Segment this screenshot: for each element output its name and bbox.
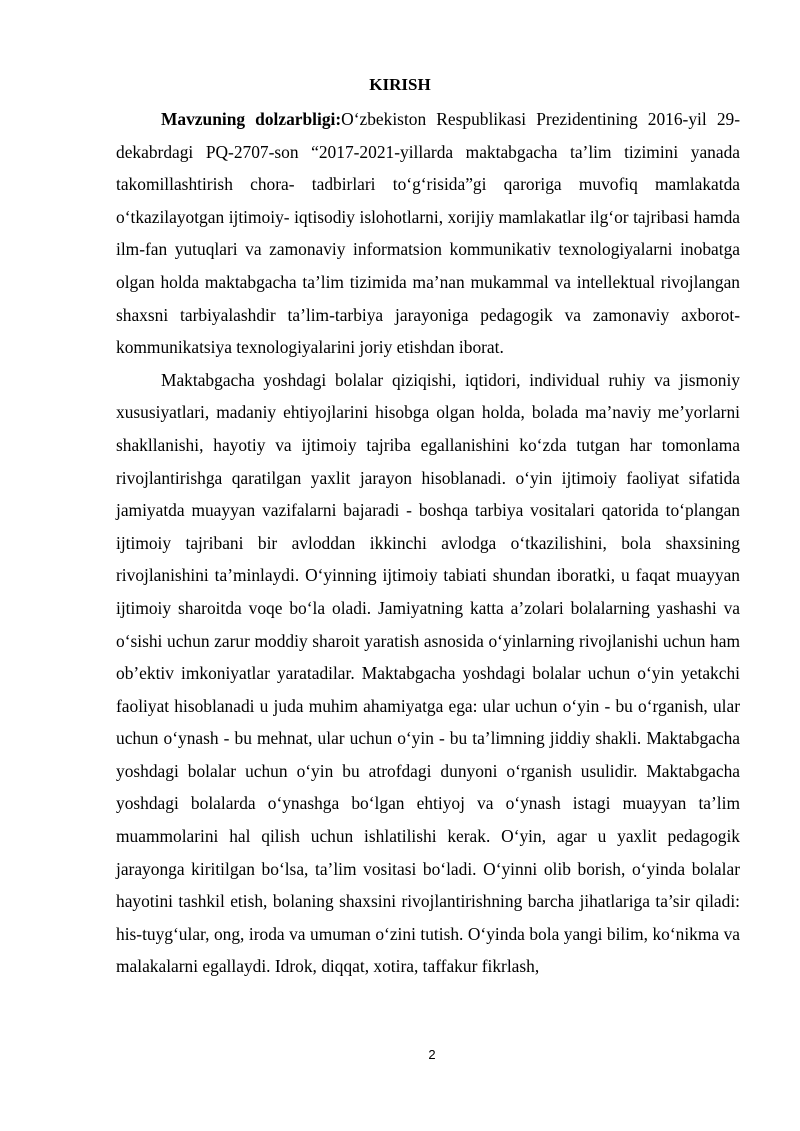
page-number: 2 <box>428 1047 436 1062</box>
body-text <box>116 103 740 983</box>
paragraph-relevance <box>116 103 740 364</box>
paragraph-text: Maktabgacha yoshdagi bolalar qiziqishi, iqtidori, individual ruhiy va jismoniy xususiyatlari, madaniy ehtiyojlarini hisobga olgan holda, bolada ma’naviy me’yorlarni shakllanishi, hayotiy va ijtimoiy tajriba egallanishini ko‘zda tutgan har tomonlama rivojlantirishga qaratilgan yaxlit jarayon hisoblanadi. o‘yin ijtimoiy faoliyat sifatida jamiyatda muayyan vazifalarni bajaradi - boshqa tarbiya vositalari qatorida to‘plangan ijtimoiy tajribani bir avloddan ikkinchi avlodga o‘tkazilishini, bola shaxsining rivojlanishini ta’minlaydi. O‘yinning ijtimoiy tabiati shundan iboratki, u faqat muayyan ijtimoiy sharoitda voqe bo‘la oladi. Jamiyatning katta a’zolari bolalarning yashashi va o‘sishi uchun zarur moddiy sharoit yaratish asnosida o‘yinlarning rivojlanishi uchun ham ob’ektiv imkoniyatlar yaratadilar. Maktabgacha yoshdagi bolalar uchun o‘yin yetakchi faoliyat hisoblanadi u juda muhim ahamiyatga ega: ular uchun o‘yin - bu o‘rganish, ular uchun o‘ynash - bu mehnat, ular uchun o‘yin - bu ta’limning jiddiy shakli. Maktabgacha yoshdagi bolalar uchun o‘yin bu atrofdagi dunyoni o‘rganish usulidir. Maktabgacha yoshdagi bolalarda o‘ynashga bo‘lgan ehtiyoj va o‘ynash istagi muayyan ta’lim muammolarini hal qilish uchun ishlatilishi kerak. O‘yin, agar u yaxlit pedagogik jarayonga kiritilgan bo‘lsa, ta’lim vositasi bo‘ladi. O‘yinni olib borish, o‘yinda bolalar hayotini tashkil etish, bolaning shaxsini rivojlantirishning barcha jihatlariga ta’sir qiladi: his-tuyg‘ular, ong, iroda va umuman o‘zini tutish. O‘yinda bola yangi bilim, ko‘nikma va malakalarni egallaydi. Idrok, diqqat, xotira, taffakur fikrlash, <box>116 369 740 977</box>
paragraph-text: O‘zbekiston Respublikasi Prezidentining 2016-yil 29- dekabrdagi PQ-2707-son “2017-2021-yillarda maktabgacha ta’lim tizimini yanada takomillashtirish chora- tadbirlari to‘g‘risida”gi qaroriga muvofiq mamlakatda o‘tkazilayotgan ijtimoiy- iqtisodiy islohotlarni, xorijiy mamlakatlar ilg‘or tajribasi hamda ilm-fan yutuqlari va zamonaviy informatsion kommunikativ texnologiyalarni inobatga olgan holda maktabgacha ta’lim tizimida ma’nan mukammal va intellektual rivojlangan shaxsni tarbiyalashdir ta’lim-tarbiya jarayoniga pedagogik va zamonaviy axborot- kommunikatsiya texnologiyalarini joriy etishdan iborat. <box>116 109 740 358</box>
section-title: KIRISH <box>369 75 431 94</box>
paragraph-lead: Mavzuning dolzarbligi: <box>161 109 342 129</box>
paragraph-preschool-play <box>116 364 740 983</box>
